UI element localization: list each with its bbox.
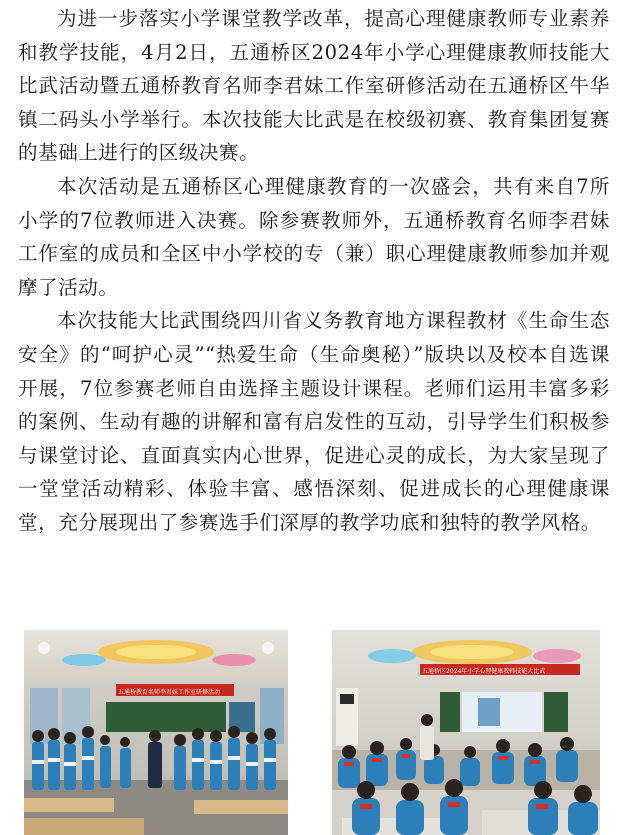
classroom-photo-icon <box>332 630 600 835</box>
paragraph-2: 本次活动是五通桥区心理健康教育的一次盛会，共有来自7所小学的7位教师进入决赛。除参赛教师外，五通桥教育名师李君妹工作室的成员和全区中小学校的专（兼）职心理健康教师参加并观摩了活动。 <box>18 174 610 299</box>
article-body <box>18 2 610 540</box>
classroom-photo-left <box>24 630 288 835</box>
classroom-photo-icon <box>24 630 288 835</box>
photo-row <box>0 630 620 835</box>
banner-text-right: 五通桥区2024年小学心理健康教师技能大比武 <box>422 668 546 675</box>
paragraph-3: 本次技能大比武围绕四川省义务教育地方课程教材《生命生态 安全》的“呵护心灵”“热爱生命（生命奥秘）”版块以及校本自选课开展，7位参赛老师自由选择主题设计课程。老师们运用丰富多彩的案例、生动有趣的讲解和富有启发性的互动，引导学生们积极参与课堂讨论、直面真实内心世界，促进心灵的成长，为大家呈现了一堂堂活动精彩、体验丰富、感悟深刻、促进成长的心理健康课堂，充分展现出了参赛选手们深厚的教学功底和独特的教学风格。 <box>18 309 610 534</box>
banner-text-left: 五通桥教育名师李君妹工作室研修活动 <box>118 689 221 696</box>
classroom-photo-right <box>332 630 600 835</box>
paragraph-1: 为进一步落实小学课堂教学改革，提高心理健康教师专业素养和教学技能，4月2日，五通桥区2024年小学心理健康教师技能大比武活动暨五通桥教育名师李君妹工作室研修活动在五通桥区牛华镇二码头小学举行。本次技能大比武是在校级初赛、教育集团复赛的基础上进行的区级决赛。 <box>18 7 610 165</box>
